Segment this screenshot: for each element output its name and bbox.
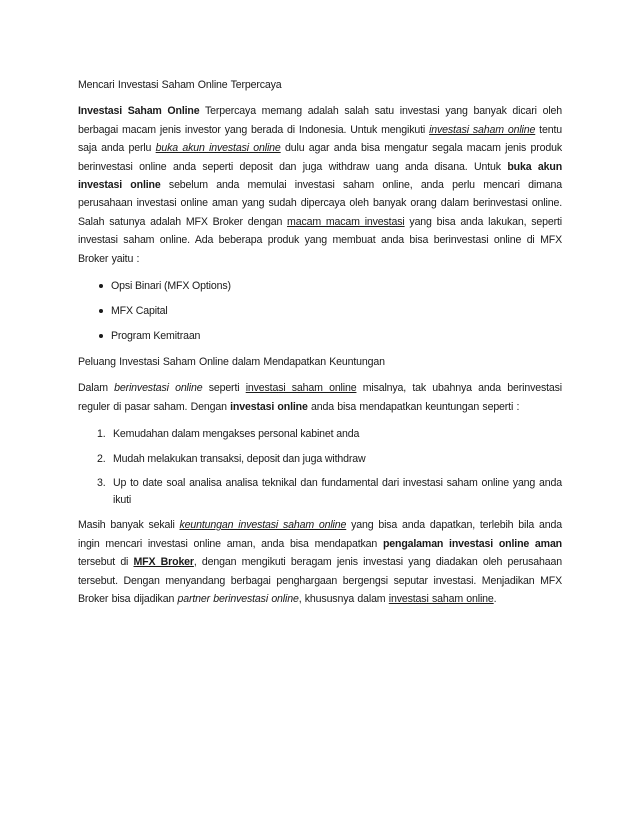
list-item bbox=[78, 475, 562, 508]
list-number: 2. bbox=[97, 452, 106, 465]
list-number: 1. bbox=[97, 428, 106, 441]
body-text: yang bisa anda lakukan, seperti investasi saham online. Ada beberapa produk yang membuat anda bisa berinvestasi online di MFX Broker yaitu : bbox=[78, 215, 562, 265]
body-text: seperti bbox=[202, 382, 246, 395]
body-text: dulu agar anda bisa mengatur segala macam jenis produk berinvestasi online anda seperti deposit dan juga withdraw uang anda disana. Untuk bbox=[78, 142, 562, 173]
list-item: Opsi Binari (MFX Options) bbox=[78, 278, 562, 294]
link-keuntungan-investasi-saham-online[interactable]: keuntungan investasi saham online bbox=[179, 519, 347, 532]
body-text: Masih banyak sekali bbox=[78, 519, 180, 532]
list-item bbox=[78, 451, 562, 468]
bold-text: pengalaman investasi online aman bbox=[382, 537, 563, 550]
italic-text: partner berinvestasi online bbox=[177, 592, 299, 605]
document-title: Mencari Investasi Saham Online Terpercaya bbox=[78, 79, 282, 91]
link-investasi-saham-online[interactable]: investasi saham online bbox=[388, 592, 494, 605]
paragraph-intro bbox=[78, 102, 562, 268]
list-item bbox=[78, 426, 562, 443]
link-investasi-saham-online[interactable]: investasi saham online bbox=[429, 123, 536, 136]
list-item: MFX Capital bbox=[78, 303, 562, 319]
body-text: , khususnya dalam bbox=[298, 592, 389, 605]
body-text: misalnya, tak ubahnya anda berinvestasi reguler di pasar saham. Dengan bbox=[78, 382, 563, 413]
benefits-numbered-list bbox=[78, 426, 562, 508]
body-text: , dengan mengikuti beragam jenis investasi yang diadakan oleh perusahaan tersebut. Dengan menyandang berbagai penghargaan bergengsi seputar investasi. Menjadikan MFX Broker bisa dijadikan bbox=[78, 556, 562, 605]
body-text: tersebut di bbox=[78, 556, 134, 569]
body-text: Terpercaya memang adalah salah satu investasi yang banyak dicari oleh berbagai macam jenis investor yang berada di Indonesia. Untuk mengikuti bbox=[78, 105, 563, 136]
list-item-text: Up to date soal analisa analisa teknikal dan fundamental dari investasi saham online yang anda ikuti bbox=[113, 477, 562, 506]
paragraph-benefits-intro bbox=[78, 379, 562, 416]
bold-text: buka akun investasi online bbox=[78, 160, 563, 192]
list-item-text: Kemudahan dalam mengakses personal kabinet anda bbox=[113, 428, 360, 441]
product-bullet-list bbox=[78, 278, 562, 344]
body-text: . bbox=[493, 592, 497, 605]
body-text: Dalam bbox=[78, 382, 115, 395]
body-text: yang bisa anda dapatkan, terlebih bila anda ingin mencari investasi online aman, anda bisa mendapatkan bbox=[78, 519, 562, 550]
link-investasi-saham-online[interactable]: investasi saham online bbox=[245, 382, 357, 395]
bold-text: Investasi Saham Online bbox=[78, 105, 200, 118]
body-text: sebelum anda memulai investasi saham online, anda perlu mencari dimana perusahaan investasi online aman yang sudah dipercaya oleh banyak orang dalam berinvestasi online. Salah satunya adalah MFX Broker dengan bbox=[78, 179, 562, 228]
list-item-text: Mudah melakukan transaksi, deposit dan juga withdraw bbox=[113, 452, 366, 465]
section-heading: Peluang Investasi Saham Online dalam Mendapatkan Keuntungan bbox=[78, 356, 385, 369]
list-number: 3. bbox=[97, 477, 106, 490]
bold-text: investasi online bbox=[230, 400, 308, 413]
link-buka-akun-investasi-online[interactable]: buka akun investasi online bbox=[155, 142, 281, 155]
link-mfx-broker[interactable]: MFX Broker bbox=[133, 556, 194, 569]
body-text: tentu saja anda perlu bbox=[78, 123, 562, 155]
paragraph-closing bbox=[78, 516, 562, 608]
italic-text: berinvestasi online bbox=[114, 382, 203, 395]
body-text: anda bisa mendapatkan keuntungan seperti : bbox=[307, 400, 520, 413]
list-item: Program Kemitraan bbox=[78, 328, 562, 344]
link-macam-macam-investasi[interactable]: macam macam investasi bbox=[287, 215, 405, 228]
